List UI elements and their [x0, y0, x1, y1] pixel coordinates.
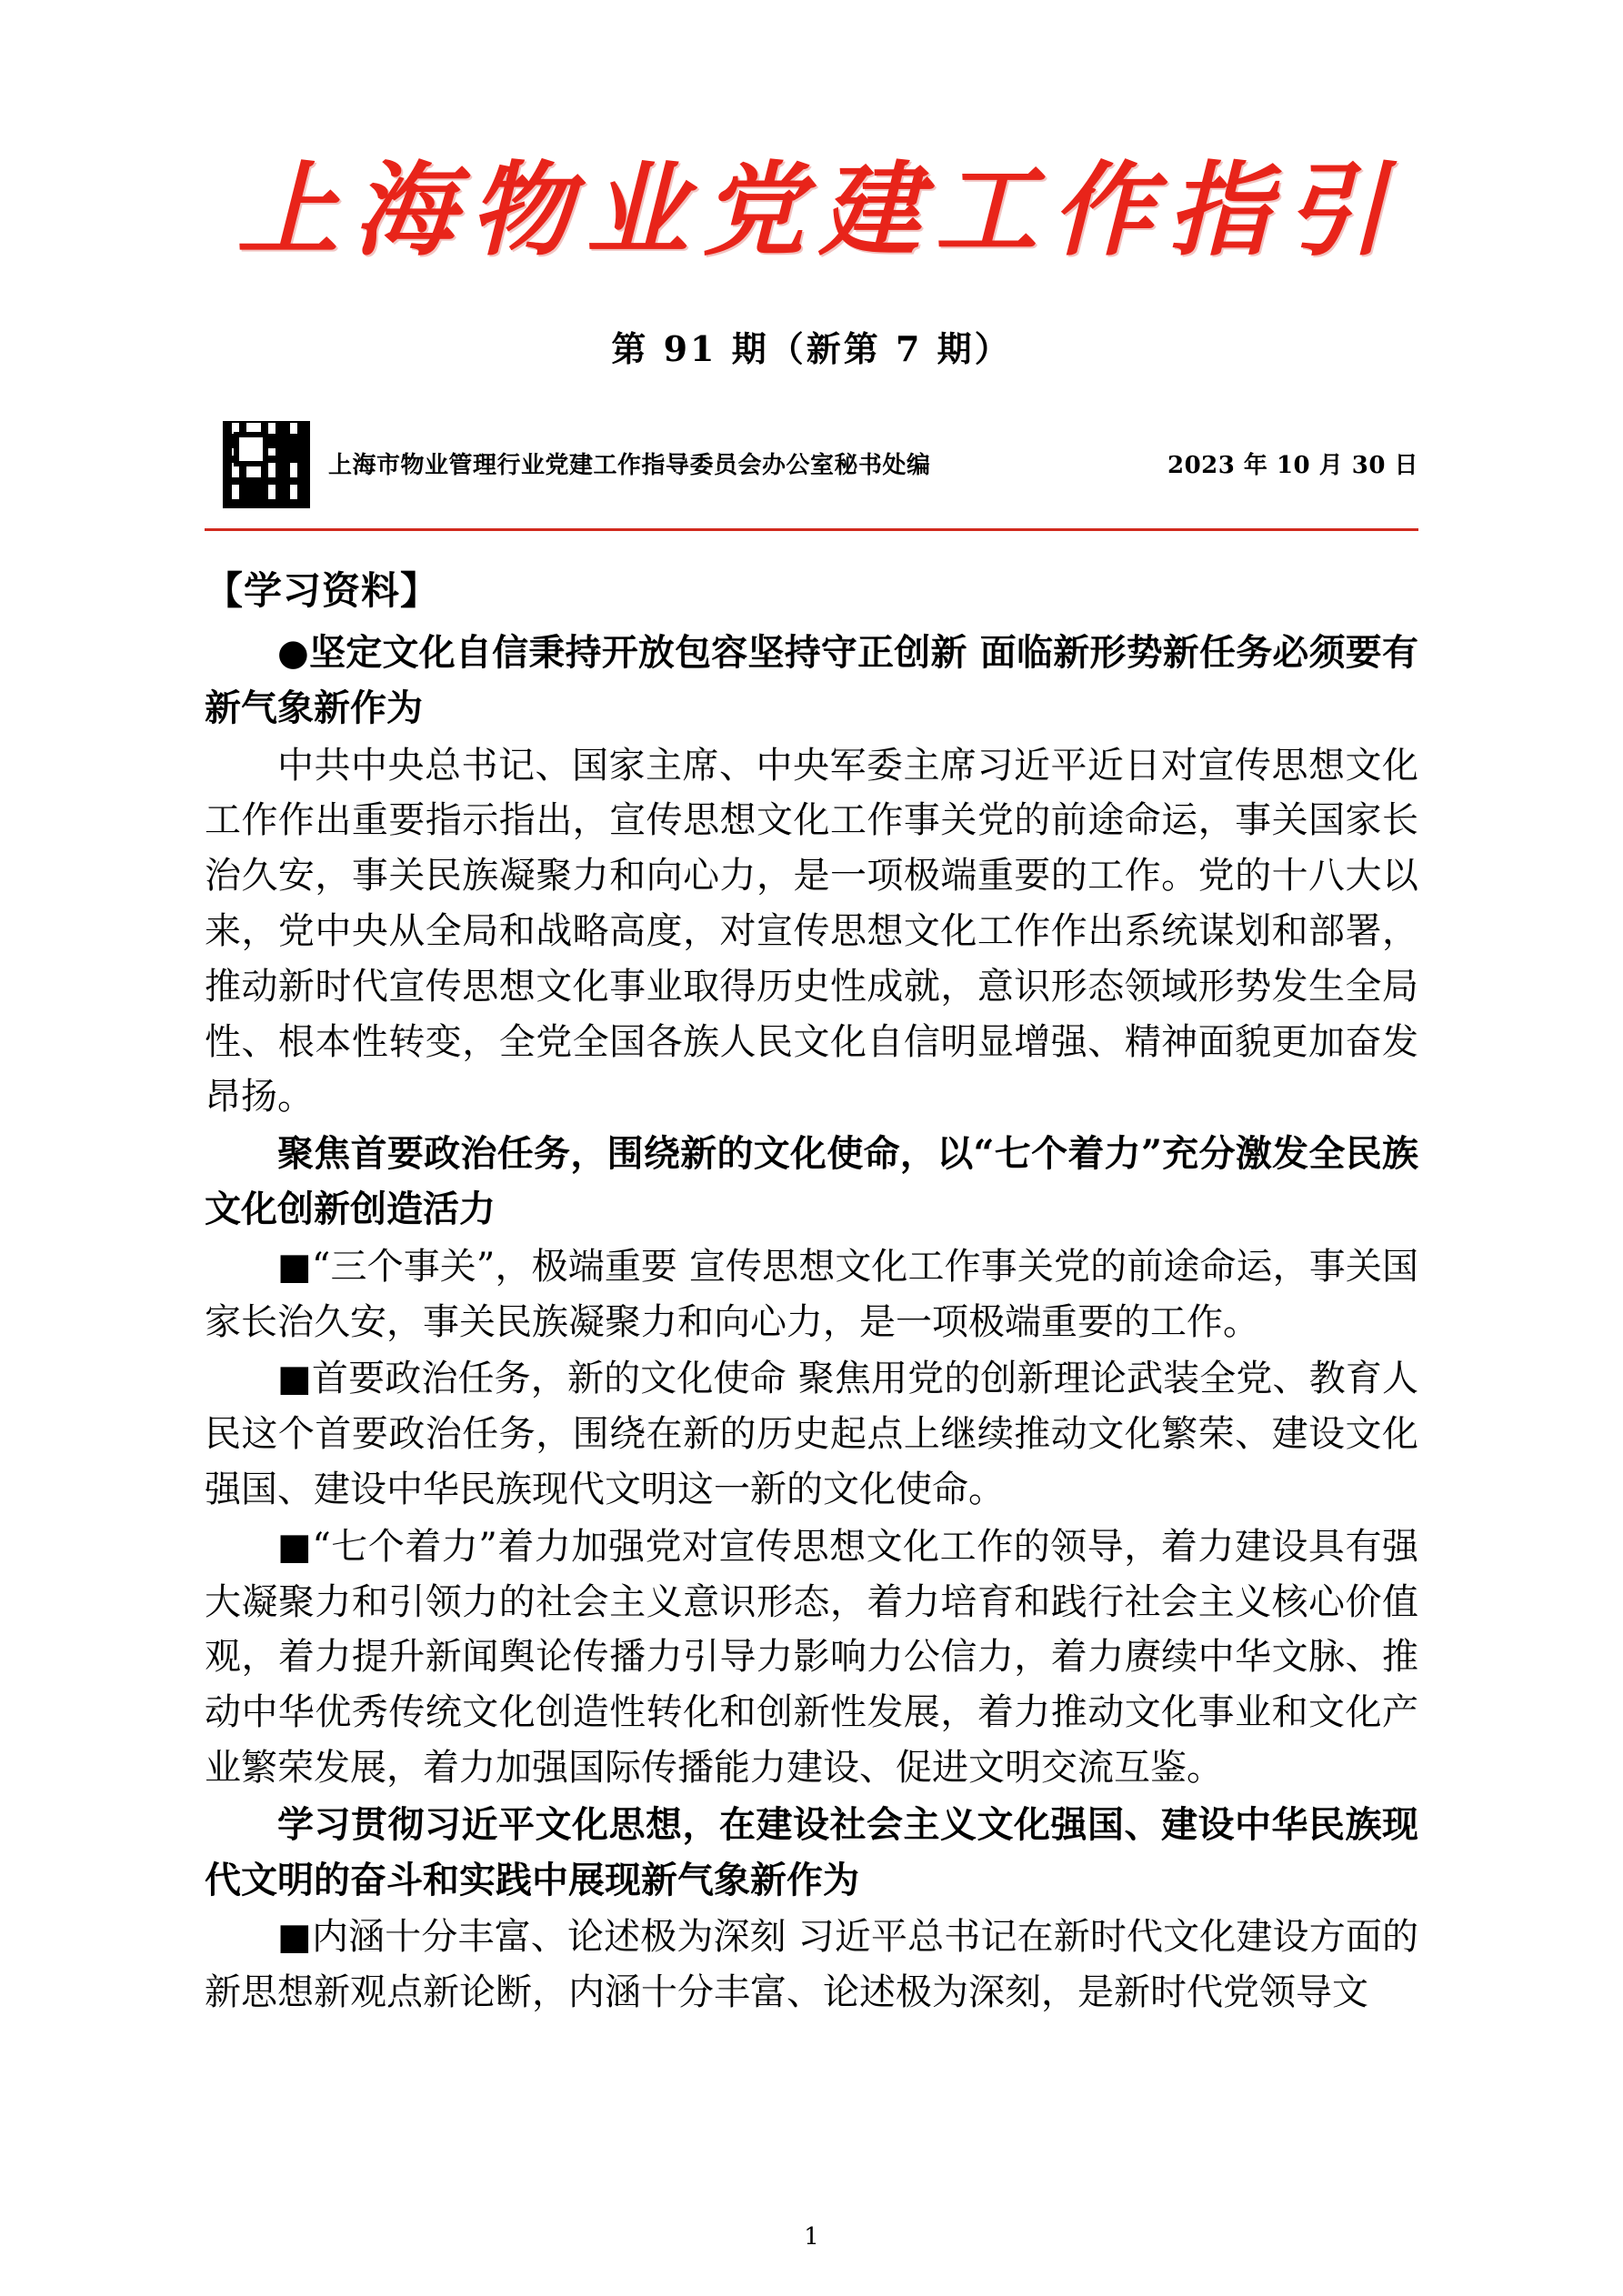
- page-number: 1: [804, 2223, 819, 2251]
- header-divider: [205, 528, 1418, 531]
- article-title: ●坚定文化自信秉持开放包容坚持守正创新 面临新形势新任务必须要有新气象新作为: [205, 631, 1418, 729]
- document-body: [205, 562, 1418, 2020]
- qr-code-icon: [223, 421, 310, 508]
- subheading-2: 学习贯彻习近平文化思想，在建设社会主义文化强国、建设中华民族现代文明的奋斗和实践中展现新气象新作为: [205, 1802, 1418, 1901]
- issue-number: 第 91 期（新第 7 期）: [611, 328, 1012, 370]
- bullet-item-2: ■首要政治任务，新的文化使命 聚焦用党的创新理论武装全党、教育人民这个首要政治任务，围绕在新的历史起点上继续推动文化繁荣、建设文化强国、建设中华民族现代文明这一新的文化使命。: [205, 1358, 1418, 1510]
- subheading-1: 聚焦首要政治任务，围绕新的文化使命，以“七个着力”充分激发全民族文化创新创造活力: [205, 1132, 1418, 1230]
- paragraph-1: 中共中央总书记、国家主席、中央军委主席习近平近日对宣传思想文化工作作出重要指示指出，宣传思想文化工作事关党的前途命运，事关国家长治久安，事关民族凝聚力和向心力，是一项极端重要的工作。党的十八大以来，党中央从全局和战略高度，对宣传思想文化工作作出系统谋划和部署，推动新时代宣传思想文化事业取得历史性成就，意识形态领域形势发生全局性、根本性转变，全党全国各族人民文化自信明显增强、精神面貌更加奋发昂扬。: [205, 744, 1418, 1118]
- masthead: [0, 0, 1623, 371]
- bullet-item-3: ■“七个着力”着力加强党对宣传思想文化工作的领导，着力建设具有强大凝聚力和引领力的社会主义意识形态，着力培育和践行社会主义核心价值观，着力提升新闻舆论传播力引导力影响力公信力，着力赓续中华文脉、推动中华优秀传统文化创造性转化和创新性发展，着力推动文化事业和文化产业繁荣发展，着力加强国际传播能力建设、促进文明交流互鉴。: [205, 1525, 1418, 1789]
- publication-info-bar: [205, 421, 1418, 508]
- bullet-item-4: ■内涵十分丰富、论述极为深刻 习近平总书记在新时代文化建设方面的新思想新观点新论断，内涵十分丰富、论述极为深刻，是新时代党领导文: [205, 1916, 1418, 2014]
- bullet-item-1: ■“三个事关”，极端重要 宣传思想文化工作事关党的前途命运，事关国家长治久安，事关民族凝聚力和向心力，是一项极端重要的工作。: [205, 1245, 1418, 1343]
- publication-date: 2023 年 10 月 30 日: [1167, 452, 1418, 480]
- publication-title: 上海物业党建工作指引: [236, 151, 1401, 270]
- issuer-label: 上海市物业管理行业党建工作指导委员会办公室秘书处编: [328, 452, 931, 480]
- section-heading: 【学习资料】: [205, 568, 440, 614]
